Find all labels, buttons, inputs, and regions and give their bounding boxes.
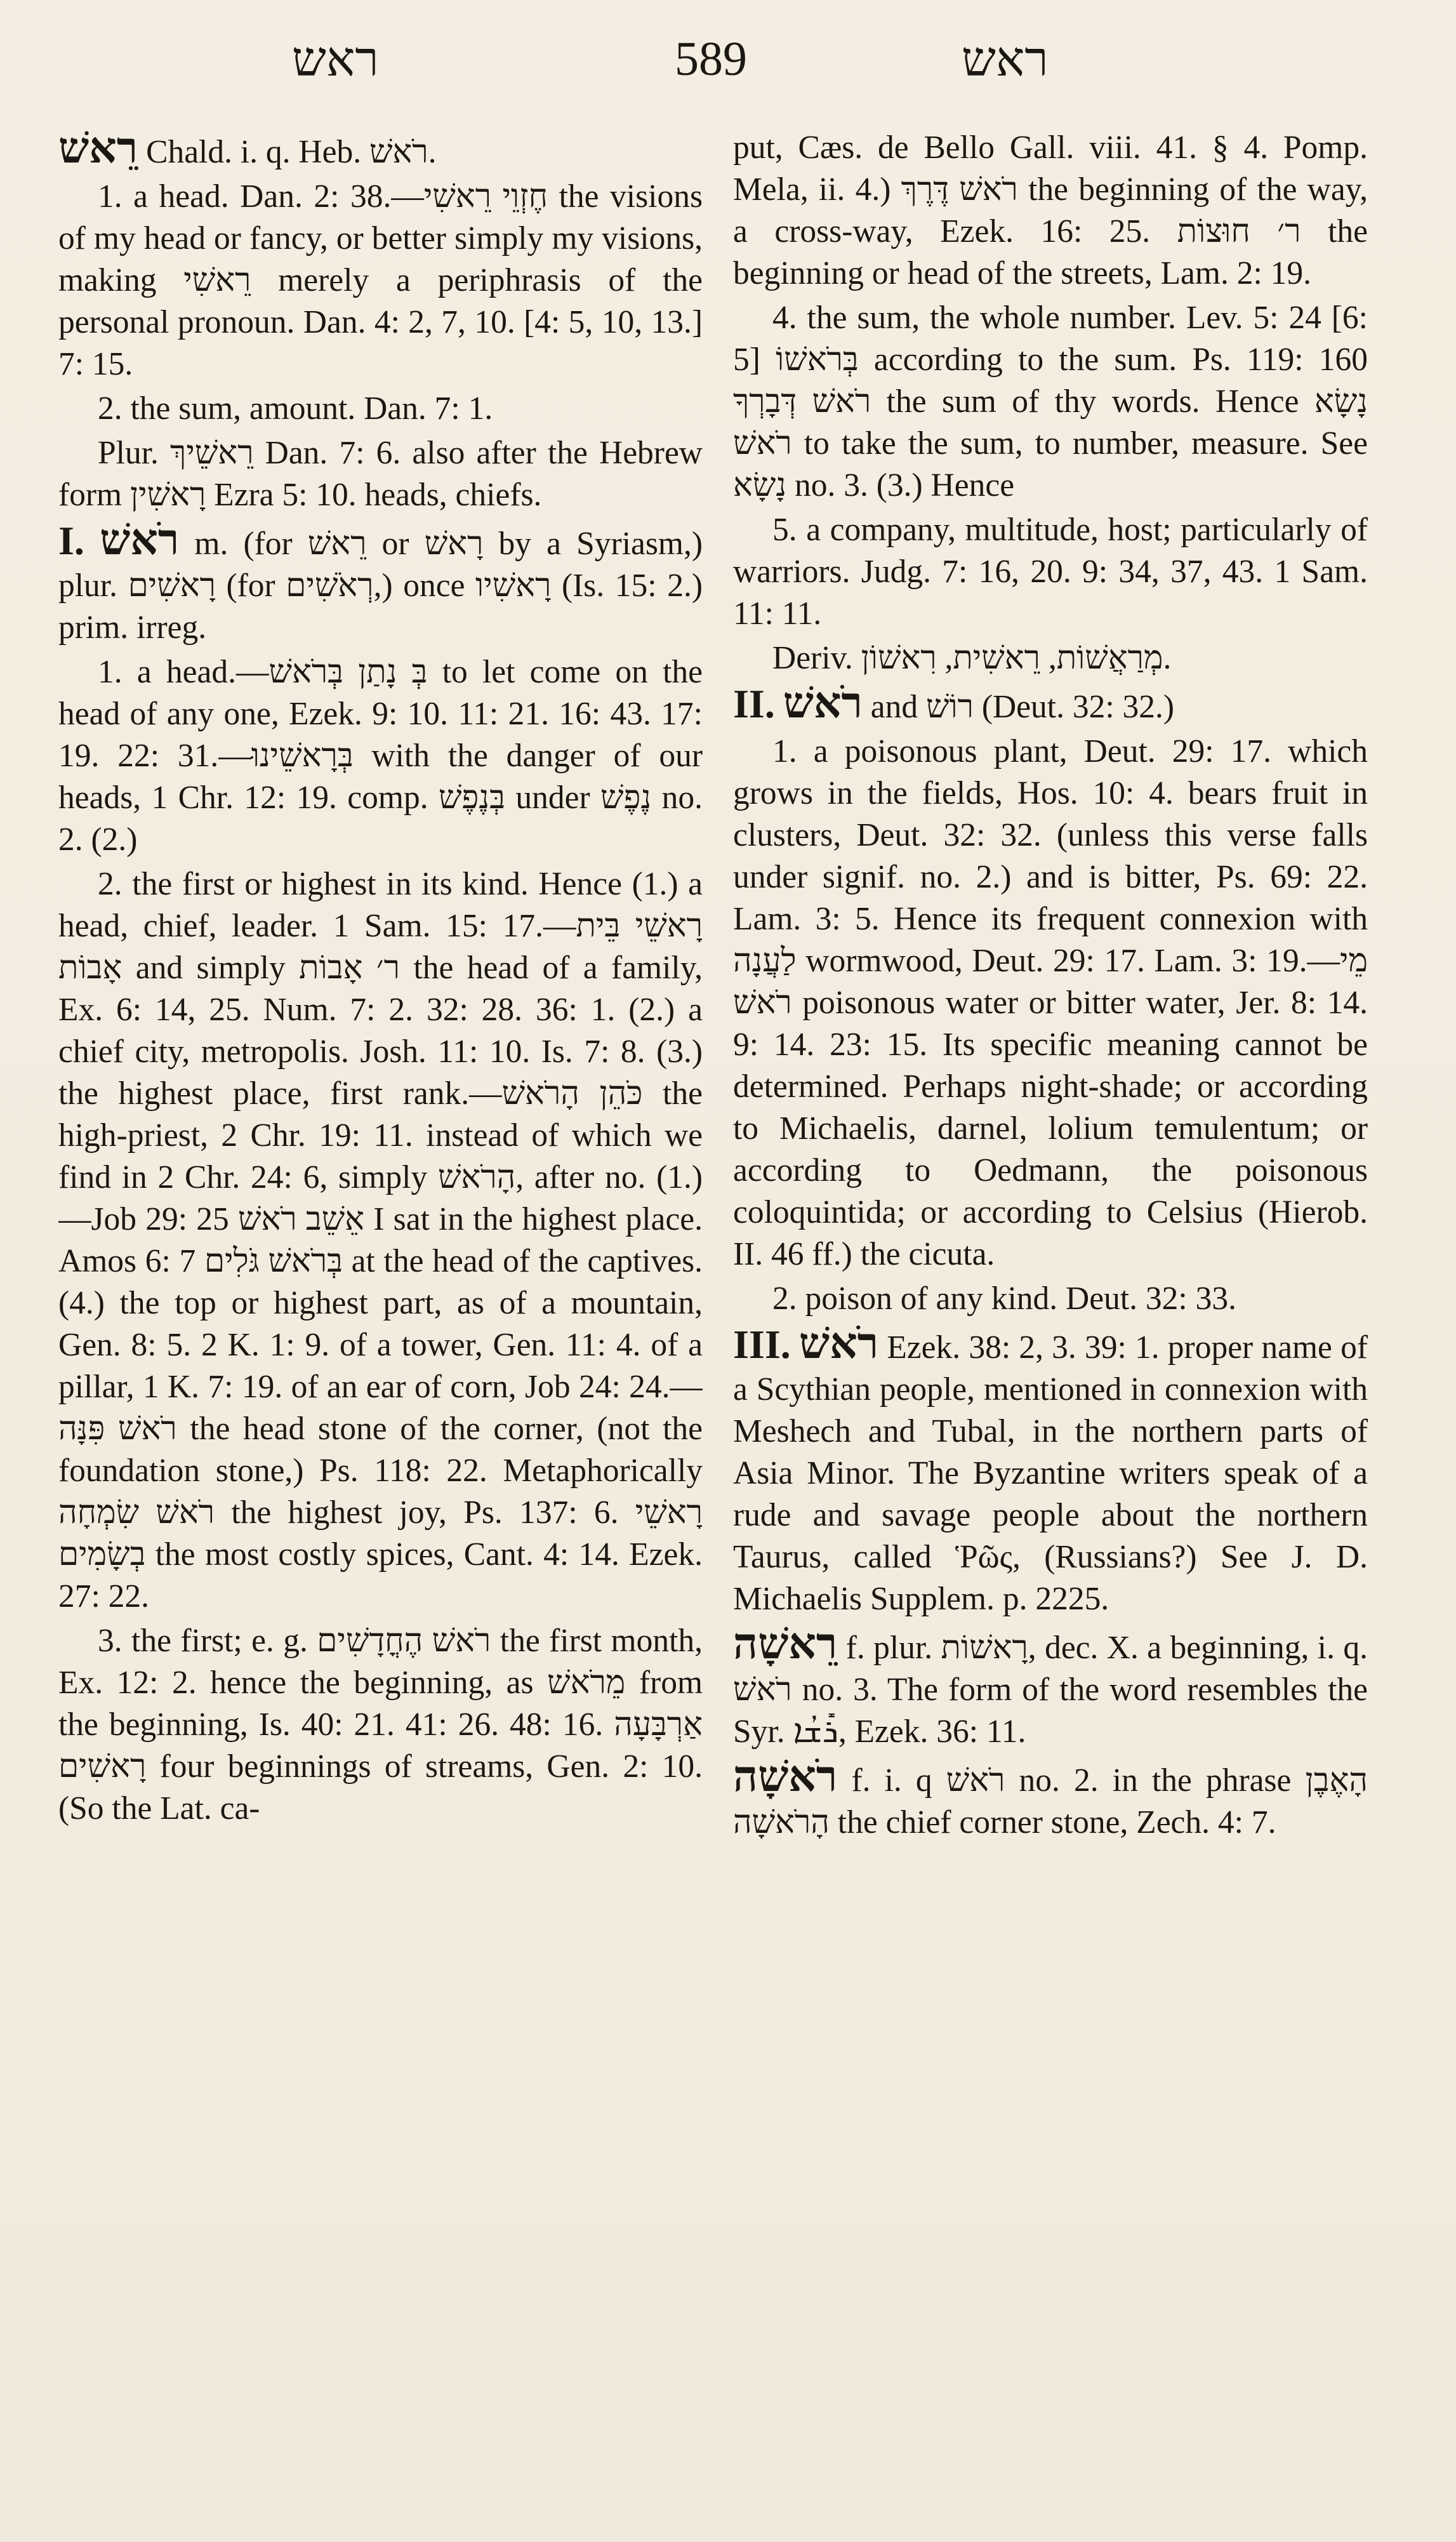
headword: רֹאשׁ (798, 1318, 879, 1369)
running-head-left: ראש (292, 30, 379, 87)
headword: רֹאשׁ (783, 677, 863, 728)
sense-paragraph: Plur. רֵאשֵׁיךְ Dan. 7: 6. also after the Hebrew form רָאשִׁין Ezra 5: 10. heads, chiefs. (58, 435, 703, 513)
headword: רֵאשׁ (58, 127, 138, 173)
entry-reshah (733, 1618, 1368, 1753)
sense-paragraph: 3. the first; e. g. רֹאשׁ הֶחֳדָשִׁים the first month, Ex. 12: 2. hence the beginning, as מֵרֹאשׁ from the beginning, Is. 40: 21. 41: 26. 48: 16. אַרְבָּעָה רָאשִׁים four beginnings of streams, Gen. 2: 10. (So the Lat. ca- (58, 1623, 703, 1827)
entry-roshah (733, 1751, 1368, 1844)
entry-text: f. i. q רֹאשׁ no. 2. in the phrase הָאֶבֶן הָרֹאשָׁה the chief corner stone, Zech. 4: 7. (733, 1762, 1368, 1840)
sense-paragraph: 1. a poisonous plant, Deut. 29: 17. which grows in the fields, Hos. 10: 4. bears fruit in clusters, Deut. 32: 32. (unless this verse falls under signif. no. 2.) and is bitter, Ps. 69: 22. Lam. 3: 5. Hence its frequent connexion with לַעֲנָה wormwood, Deut. 29: 17. Lam. 3: 19.—מֵי רֹאשׁ poisonous water or bitter water, Jer. 8: 14. 9: 14. 23: 15. Its specific meaning cannot be determined. Perhaps night-shade; or according to Michaelis, darnel, lolium temulentum; or according to Oedmann, the poisonous coloquintida; or according to Celsius (Hierob. II. 46 ff.) the cicuta. (733, 733, 1368, 1272)
entry-rosh-2 (733, 677, 1368, 728)
entry-text: and רוֹשׁ (Deut. 32: 32.) (862, 689, 1175, 725)
headword: רֹאשָׁה (733, 1751, 838, 1802)
entry-numeral: II. (733, 681, 775, 726)
headword: רֵאשָׁה (733, 1618, 838, 1669)
entry-rosh-1 (58, 514, 703, 649)
sense-paragraph: 2. the sum, amount. Dan. 7: 1. (98, 390, 493, 427)
running-head-right: ראש (962, 30, 1049, 87)
entry-text: f. plur. רָאשׁוֹת, dec. X. a beginning, i. q. רֹאשׁ no. 3. The form of the word resembles the Syr. ܪܺܫܳܐ, Ezek. 36: 11. (733, 1630, 1368, 1750)
entry-numeral: III. (733, 1322, 791, 1367)
sense-paragraph: 1. a head. Dan. 2: 38.—חֶזְוֵי רֵאשִׁי the visions of my head or fancy, or better simply my visions, making רֵאשִׁי merely a periphrasis of the personal pronoun. Dan. 4: 2, 7, 10. [4: 5, 10, 13.] 7: 15. (58, 178, 703, 382)
headword: רֹאשׁ (100, 514, 180, 565)
entry-rosh-3 (733, 1318, 1368, 1620)
sense-paragraph: 1. a head.—בְּ נָתַן בְּרֹאשׁ to let come on the head of any one, Ezek. 9: 10. 11: 21. 16: 43. 17: 19. 22: 31.—בְּרָאשֵׁינוּ with the danger of our heads, 1 Chr. 12: 19. comp. בְּנֶפֶשׁ under נֶפֶשׁ no. 2. (2.) (58, 654, 703, 858)
right-column (733, 127, 1368, 2523)
entry-text: Chald. i. q. Heb. רֹאשׁ. (138, 134, 437, 170)
derivatives-line: Deriv. מְרַאֲשׁוֹת, רֵאשִׁית, רִאשׁוֹן. (772, 640, 1172, 676)
entry-numeral: I. (58, 518, 84, 563)
sense-paragraph: 5. a company, multitude, host; particularly of warriors. Judg. 7: 16, 20. 9: 34, 37, 43. 1 Sam. 11: 11. (733, 512, 1368, 632)
sense-paragraph: 2. the first or highest in its kind. Hence (1.) a head, chief, leader. 1 Sam. 15: 17.—רָאשֵׁי בֵּית אָבוֹת and simply ר׳ אָבוֹת the head of a family, Ex. 6: 14, 25. Num. 7: 2. 32: 28. 36: 1. (2.) a chief city, metropolis. Josh. 11: 10. Is. 7: 8. (3.) the highest place, first rank.—כֹּהֵן הָרֹאשׁ the high-priest, 2 Chr. 19: 11. instead of which we find in 2 Chr. 24: 6, simply הָרֹאשׁ, after no. (1.)—Job 29: 25 אֵשֵׁב רֹאשׁ I sat in the highest place. Amos 6: 7 בְּרֹאשׁ גֹּלִים at the head of the captives. (4.) the top or highest part, as of a mountain, Gen. 8: 5. 2 K. 1: 9. of a tower, Gen. 11: 4. of a pillar, 1 K. 7: 19. of an ear of corn, Job 24: 24.—רֹאשׁ פִּנָּה the head stone of the corner, (not the foundation stone,) Ps. 118: 22. Metaphorically רֹאשׁ שִׂמְחָה the highest joy, Ps. 137: 6. רָאשֵׁי בְשָׂמִים the most costly spices, Cant. 4: 14. Ezek. 27: 22. (58, 866, 703, 1614)
continuation-paragraph: put, Cæs. de Bello Gall. viii. 41. § 4. Pomp. Mela, ii. 4.) רֹאשׁ דֶּרֶךְ the beginning of the way, a cross-way, Ezek. 16: 25. ר׳ חוּצוֹת the beginning or head of the streets, Lam. 2: 19. (733, 130, 1368, 291)
entry-text: m. (for רֵאשׁ or רָאשׁ by a Syriasm,) plur. רָאשִׁים (for רְאֹשִׁים,) once רָאשִׁיו (Is. 15: 2.) prim. irreg. (58, 526, 703, 646)
left-column (58, 127, 703, 2523)
entry-text: Ezek. 38: 2, 3. 39: 1. proper name of a Scythian people, mentioned in connexion with Meshech and Tubal, in the northern parts of Asia Minor. The Byzantine writers speak of a rude and savage people about the northern Taurus, called Ῥῶς, (Russians?) See J. D. Michaelis Supplem. p. 2225. (733, 1329, 1368, 1617)
sense-paragraph: 4. the sum, the whole number. Lev. 5: 24 [6: 5] בְּרֹאשׁוֹ according to the sum. Ps. 119: 160 רֹאשׁ דְּבָרְךָ the sum of thy words. Hence נָשָׂא רֹאשׁ to take the sum, to number, measure. See נָשָׂא no. 3. (3.) Hence (733, 300, 1368, 503)
entry-chaldee (58, 127, 703, 173)
page-number: 589 (675, 32, 747, 86)
sense-paragraph: 2. poison of any kind. Deut. 32: 33. (772, 1281, 1236, 1317)
